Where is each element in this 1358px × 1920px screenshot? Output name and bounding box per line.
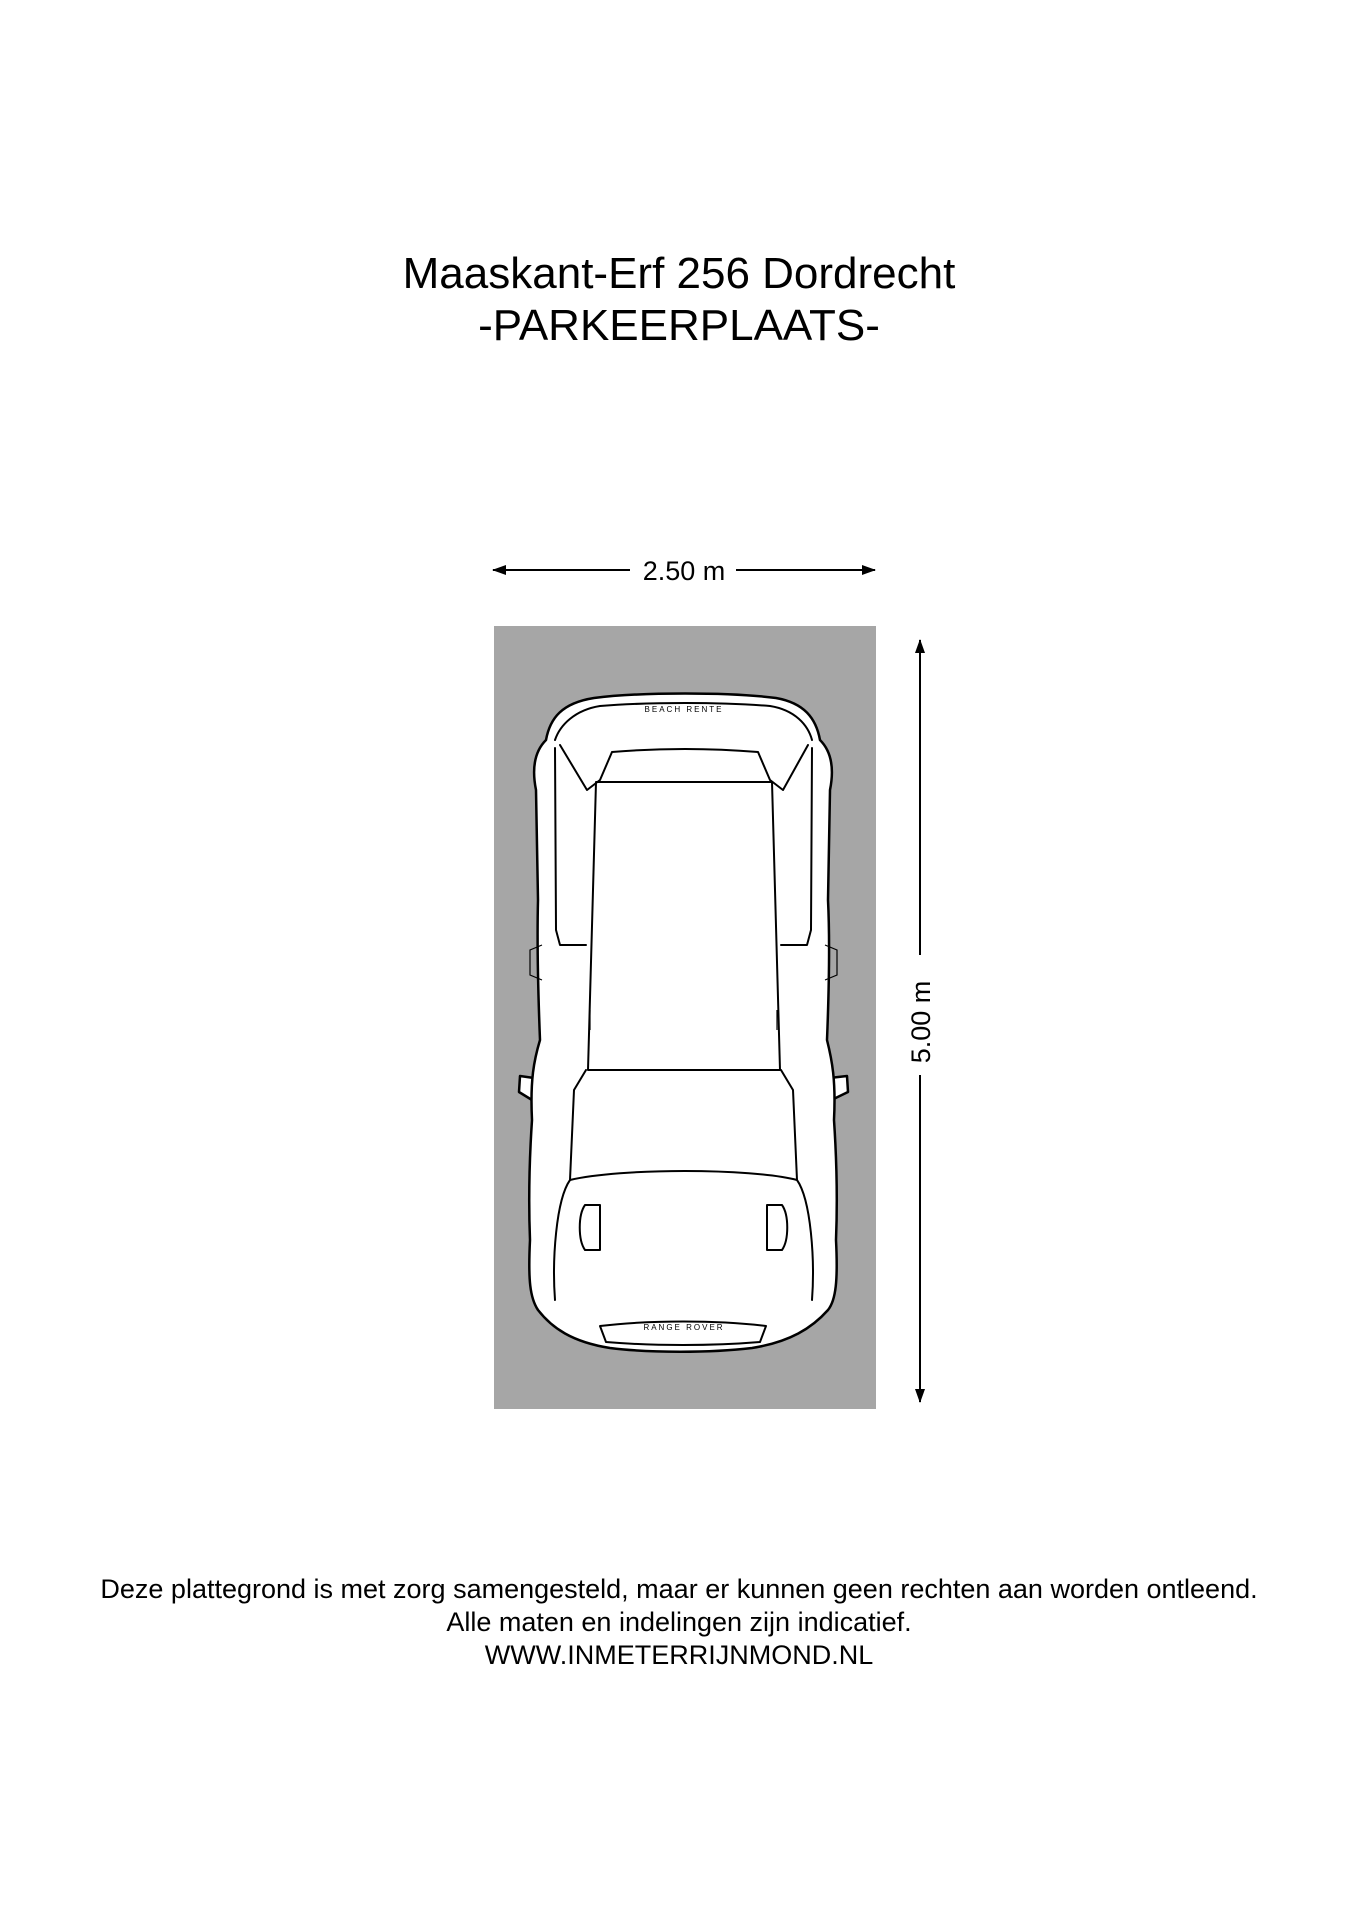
footer-website: WWW.INMETERRIJNMOND.NL	[484, 1640, 874, 1670]
plan-title-address: Maaskant-Erf 256 Dordrecht	[402, 249, 956, 298]
length-dimension	[906, 640, 936, 1402]
car-body	[529, 694, 837, 1352]
car-rear-badge: BEACH RENTE	[644, 705, 724, 714]
footer-note: Alle maten en indelingen zijn indicatief.	[446, 1607, 912, 1637]
length-dimension-label: 5.00 m	[906, 980, 936, 1064]
car-front-badge: RANGE ROVER	[643, 1323, 725, 1332]
car-top-view	[519, 694, 848, 1352]
footer-disclaimer: Deze plattegrond is met zorg samengesteld, maar er kunnen geen rechten aan worden ontleend.	[100, 1574, 1258, 1604]
width-dimension-label: 2.50 m	[642, 556, 726, 586]
width-dimension	[493, 556, 875, 586]
plan-subtitle: -PARKEERPLAATS-	[478, 301, 880, 350]
